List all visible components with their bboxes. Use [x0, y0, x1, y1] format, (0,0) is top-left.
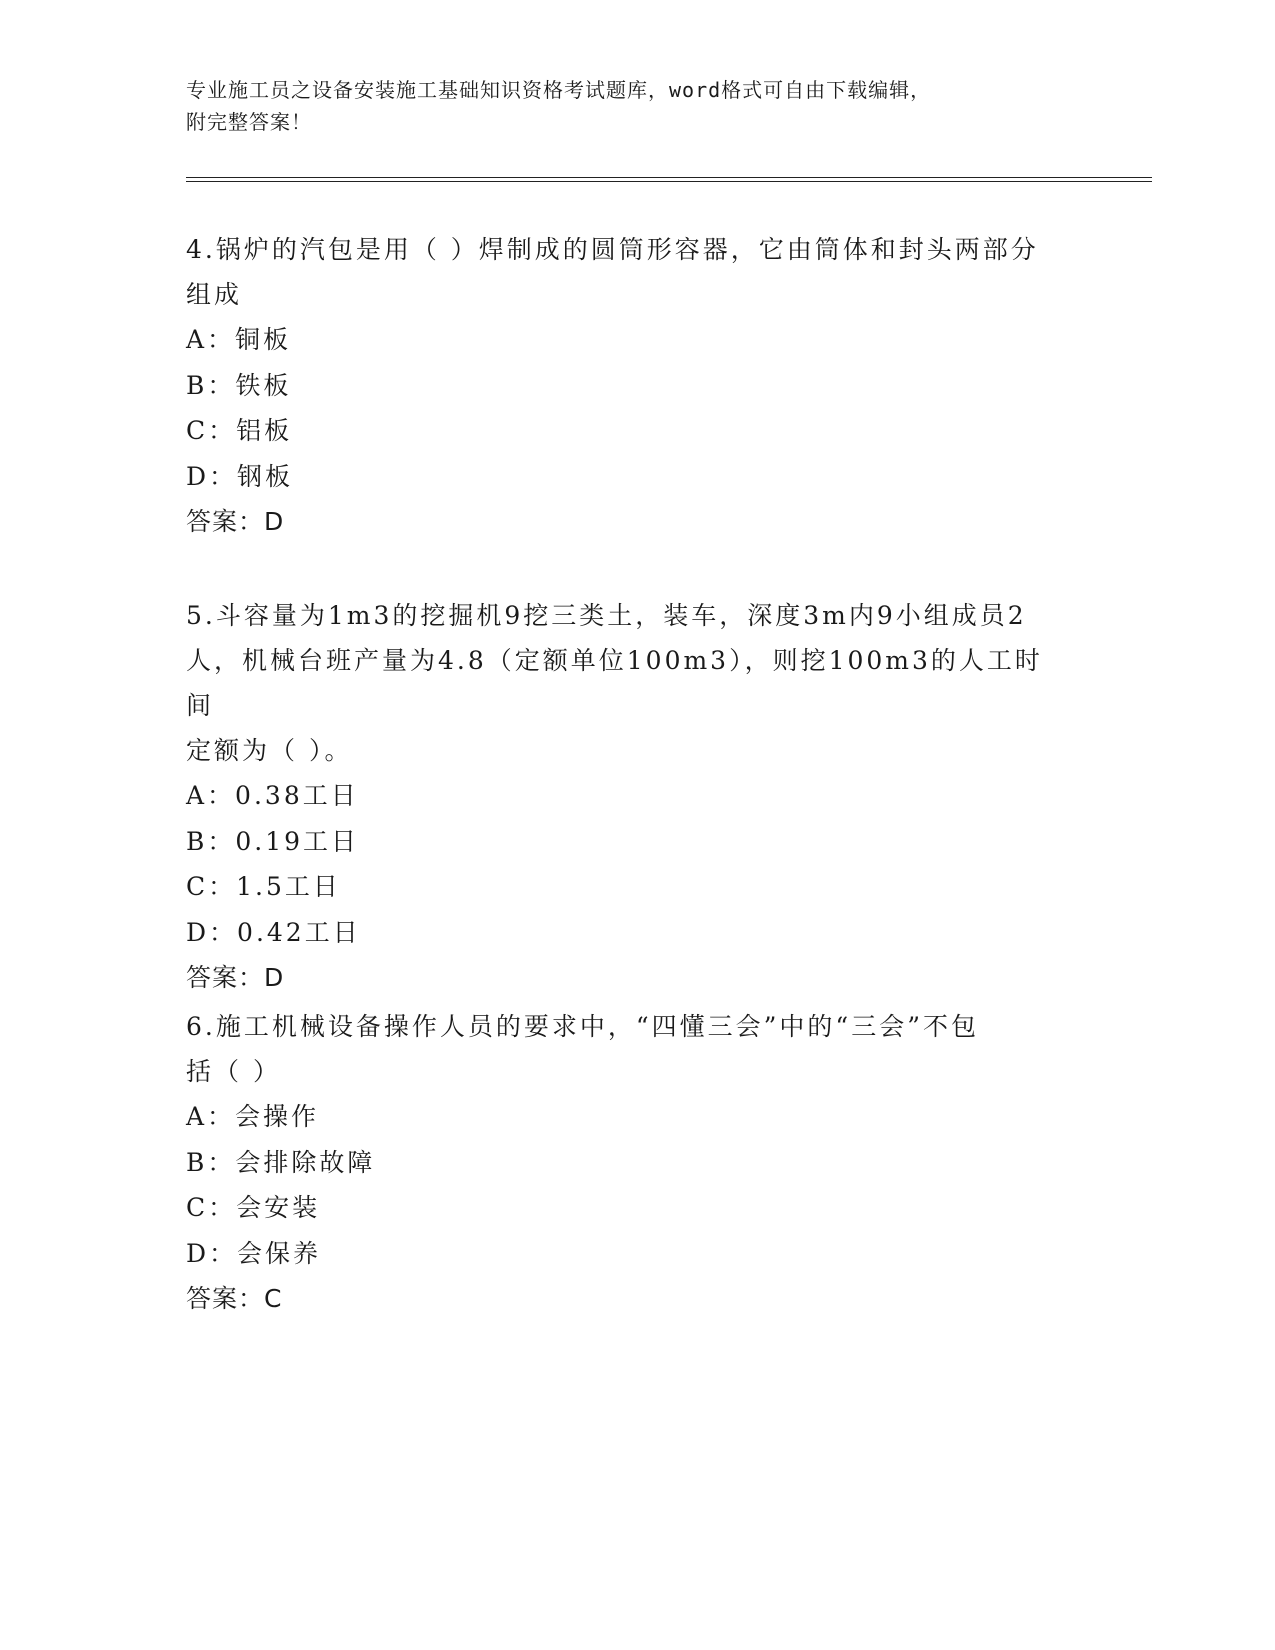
option-d: D：钢板: [186, 461, 294, 491]
option-b: B：会排除故障: [186, 1147, 376, 1177]
answer-line: 答案：D: [186, 507, 285, 536]
header-line-2: 附完整答案！: [186, 110, 312, 134]
option-d: D：会保养: [186, 1238, 322, 1268]
question-stem-line: 5.斗容量为1m3的挖掘机9挖三类土，装车，深度3m内9小组成员2: [186, 601, 1027, 630]
option-d: D：0.42工日: [186, 917, 361, 947]
option-c: C：会安装: [186, 1193, 321, 1222]
header-divider-bottom: [186, 181, 1152, 182]
question-stem-line: 组成: [186, 280, 243, 309]
document-header: [186, 74, 1066, 138]
question-6: [186, 1004, 1066, 1322]
header-divider-top: [186, 177, 1152, 178]
question-stem-line: 括（ ）: [186, 1057, 281, 1086]
option-a: A：会操作: [186, 1102, 320, 1131]
option-b: B：铁板: [186, 370, 292, 400]
option-c: C：1.5工日: [186, 872, 341, 901]
option-c: C：铝板: [186, 416, 293, 445]
option-a: A：0.38工日: [186, 781, 359, 810]
question-stem-line: 6.施工机械设备操作人员的要求中，“四懂三会”中的“三会”不包: [186, 1012, 979, 1041]
question-stem-line: 人，机械台班产量为4.8（定额单位100m3），则挖100m3的人工时间: [186, 646, 1043, 720]
header-line-1: 专业施工员之设备安装施工基础知识资格考试题库，word格式可自由下载编辑，: [186, 78, 932, 102]
option-b: B：0.19工日: [186, 826, 360, 856]
answer-line: 答案：C: [186, 1284, 283, 1313]
question-5: [186, 593, 1066, 1001]
question-stem-line: 定额为（ ）。: [186, 736, 353, 765]
answer-line: 答案：D: [186, 963, 285, 992]
question-stem-line: 4.锅炉的汽包是用（ ）焊制成的圆筒形容器，它由筒体和封头两部分: [186, 235, 1039, 264]
question-4: [186, 227, 1066, 545]
option-a: A：铜板: [186, 325, 292, 354]
